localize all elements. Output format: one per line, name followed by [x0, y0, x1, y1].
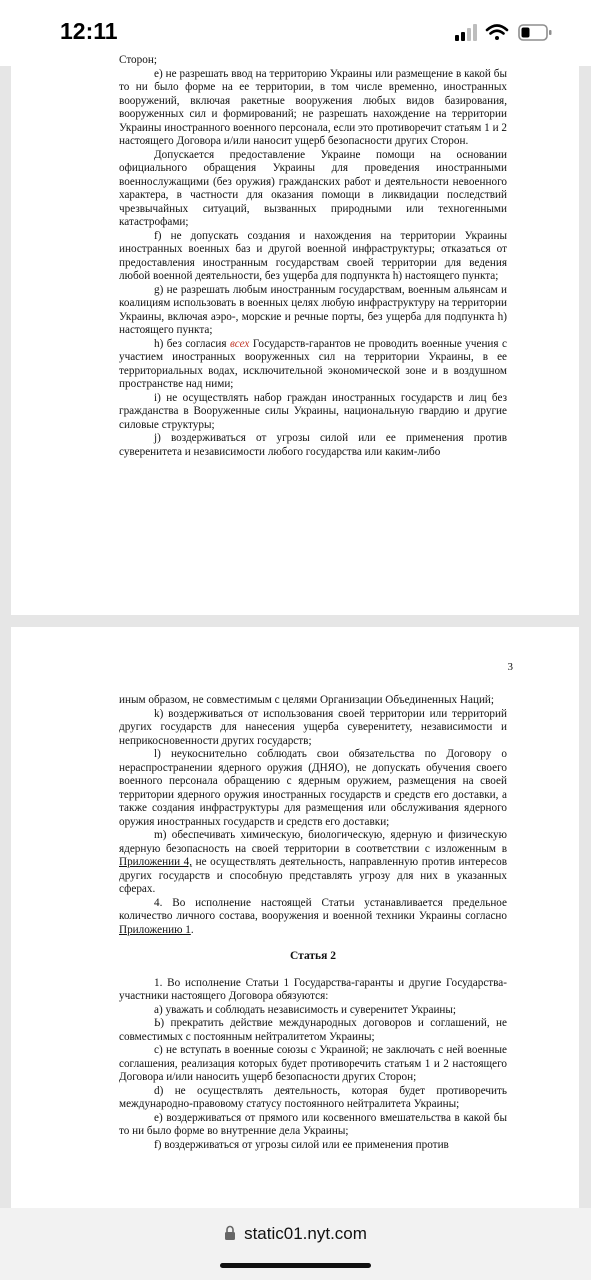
paragraph-m-after: не осуществлять деятельность, направленную против интересов других государств и способную представлять угрозу для них в указанных сферах. [119, 856, 507, 895]
browser-url-bar[interactable] [0, 1208, 591, 1280]
paragraph-c: с) не вступать в военные союзы с Украиной; не заключать с ней военные соглашения, реализация которых будет противоречить статьям 1 и 2 настоящего Договора и/или наносить ущерб безопасности других Сторон; [119, 1044, 507, 1083]
paragraph-i: i) не осуществлять набор граждан иностранных государств и лиц без гражданства в Вооруженные силы Украины, национальную гвардию и другие силовые структуры; [119, 391, 507, 431]
annex-4-link[interactable]: Приложении 4, [119, 856, 193, 868]
paragraph-h [119, 338, 507, 392]
paragraph-f: f) не допускать создания и нахождения на территории Украины иностранных военных баз и другой военной инфраструктуры; отказаться от предоставления иностранным государствам своей территории для ведения любой военной деятельности, без ущерба для подпункта h) настоящего пункта; [119, 229, 507, 282]
status-time: 12:11 [60, 18, 118, 44]
paragraph-art2-1: 1. Во исполнение Статьи 1 Государства-гаранты и другие Государства-участники настоящего Договора обязуются: [119, 976, 507, 1002]
paragraph-assistance: Допускается предоставление Украине помощи на основании официального обращения Украины для проведения иностранными военнослужащими (без оружия) гражданских работ и деятельности невоенного характера, в частности для оказания помощи в ликвидации последствий чрезвычайных ситуаций, вызванных природными или техногенными катастрофами; [119, 148, 507, 228]
paragraph-a: а) уважать и соблюдать независимость и суверенитет Украины; [154, 1003, 457, 1016]
paragraph-4-before: 4. Во исполнение настоящей Статьи устанавливается предельное количество личного состава, вооружения и военной техники Украины согласно [119, 896, 507, 922]
paragraph-d: d) не осуществлять деятельность, которая будет противоречить международно-правовому статусу постоянного нейтралитета Украины; [119, 1084, 507, 1110]
paragraph-m-before: m) обеспечивать химическую, биологическую, ядерную и физическую ядерную безопасность на своей территории в соответствии с изложенным в [119, 829, 507, 855]
battery-icon [519, 25, 552, 40]
page-number: 3 [507, 661, 513, 673]
paragraph-cont: Сторон; [119, 54, 157, 66]
document-page-2 [11, 54, 579, 615]
paragraph-f2: f) воздерживаться от угрозы силой или ее применения против [154, 1138, 449, 1151]
paragraph-b: Ь) прекратить действие международных договоров и соглашений, не совместимых с постоянным нейтралитетом Украины; [119, 1017, 507, 1043]
paragraph-h-prefix: h) без согласия [154, 337, 227, 350]
paragraph-e2: е) воздерживаться от прямого или косвенного вмешательства в какой бы то ни было форме во внутренние дела Украины; [119, 1111, 507, 1137]
document-page-3 [11, 627, 579, 1212]
paragraph-m [119, 829, 507, 897]
paragraph-l: l) неукоснительно соблюдать свои обязательства по Договору о нераспространении ядерного оружия (ДНЯО), не допускать обучения своего военного персонала обращению с ядерным оружием, размещения на своей территории ядерного оружия иностранных государств и средств его доставки, а также создания инфраструктуры для размещения или обслуживания ядерного оружия иностранных государств и средств его доставки; [119, 748, 507, 828]
handwritten-insert: всех [230, 337, 250, 350]
paragraph-g: g) не разрешать любым иностранным государствам, военным альянсам и коалициям использовать в военных целях любую инфраструктуру на территории Украины, включая аэро-, морские и речные порты, без ущерба для подпункта h) настоящего пункта; [119, 283, 507, 336]
paragraph-e: e) не разрешать ввод на территорию Украины или размещение в какой бы то ни было форме на ее территории, в том числе временно, иностранных вооружений, включая ракетные вооружения любых видов базирования, вооруженных сил и формирований; не разрешать нахождение на территории Украины иностранного военного персонала, если это противоречит статьям 1 и 2 настоящего Договора и/или наносит ущерб безопасности других Сторон. [119, 67, 507, 147]
paragraph-k: k) воздерживаться от использования своей территории или территорий других государств для нанесения ущерба суверенитету, независимости и неприкосновенности других государств; [119, 707, 507, 747]
wifi-icon [487, 26, 507, 41]
paragraph-j: j) воздерживаться от угрозы силой или ее применения против суверенитета и независимости любого государства или каким-либо [119, 432, 507, 458]
signal-icon [455, 24, 477, 41]
paragraph-h-suffix: Государств-гарантов не проводить военные учения с участием иностранных вооруженных сил на территории Украины, в ее территориальных водах, исключительной экономической зоне и в воздушном пространстве над ними; [119, 337, 508, 390]
annex-1-link[interactable]: Приложению 1 [119, 923, 191, 936]
home-indicator[interactable] [220, 1263, 371, 1268]
page-body [119, 54, 507, 459]
status-icons [455, 22, 555, 44]
article-heading: Статья 2 [290, 950, 336, 962]
url-text: static01.nyt.com [244, 1224, 367, 1243]
page-body [119, 694, 507, 1152]
paragraph-cont: иным образом, не совместимым с целями Организации Объединенных Наций; [119, 694, 495, 706]
url-display[interactable] [0, 1224, 591, 1244]
paragraph-4-after: . [190, 923, 194, 936]
paragraph-4 [119, 897, 507, 938]
lock-icon [224, 1225, 236, 1241]
